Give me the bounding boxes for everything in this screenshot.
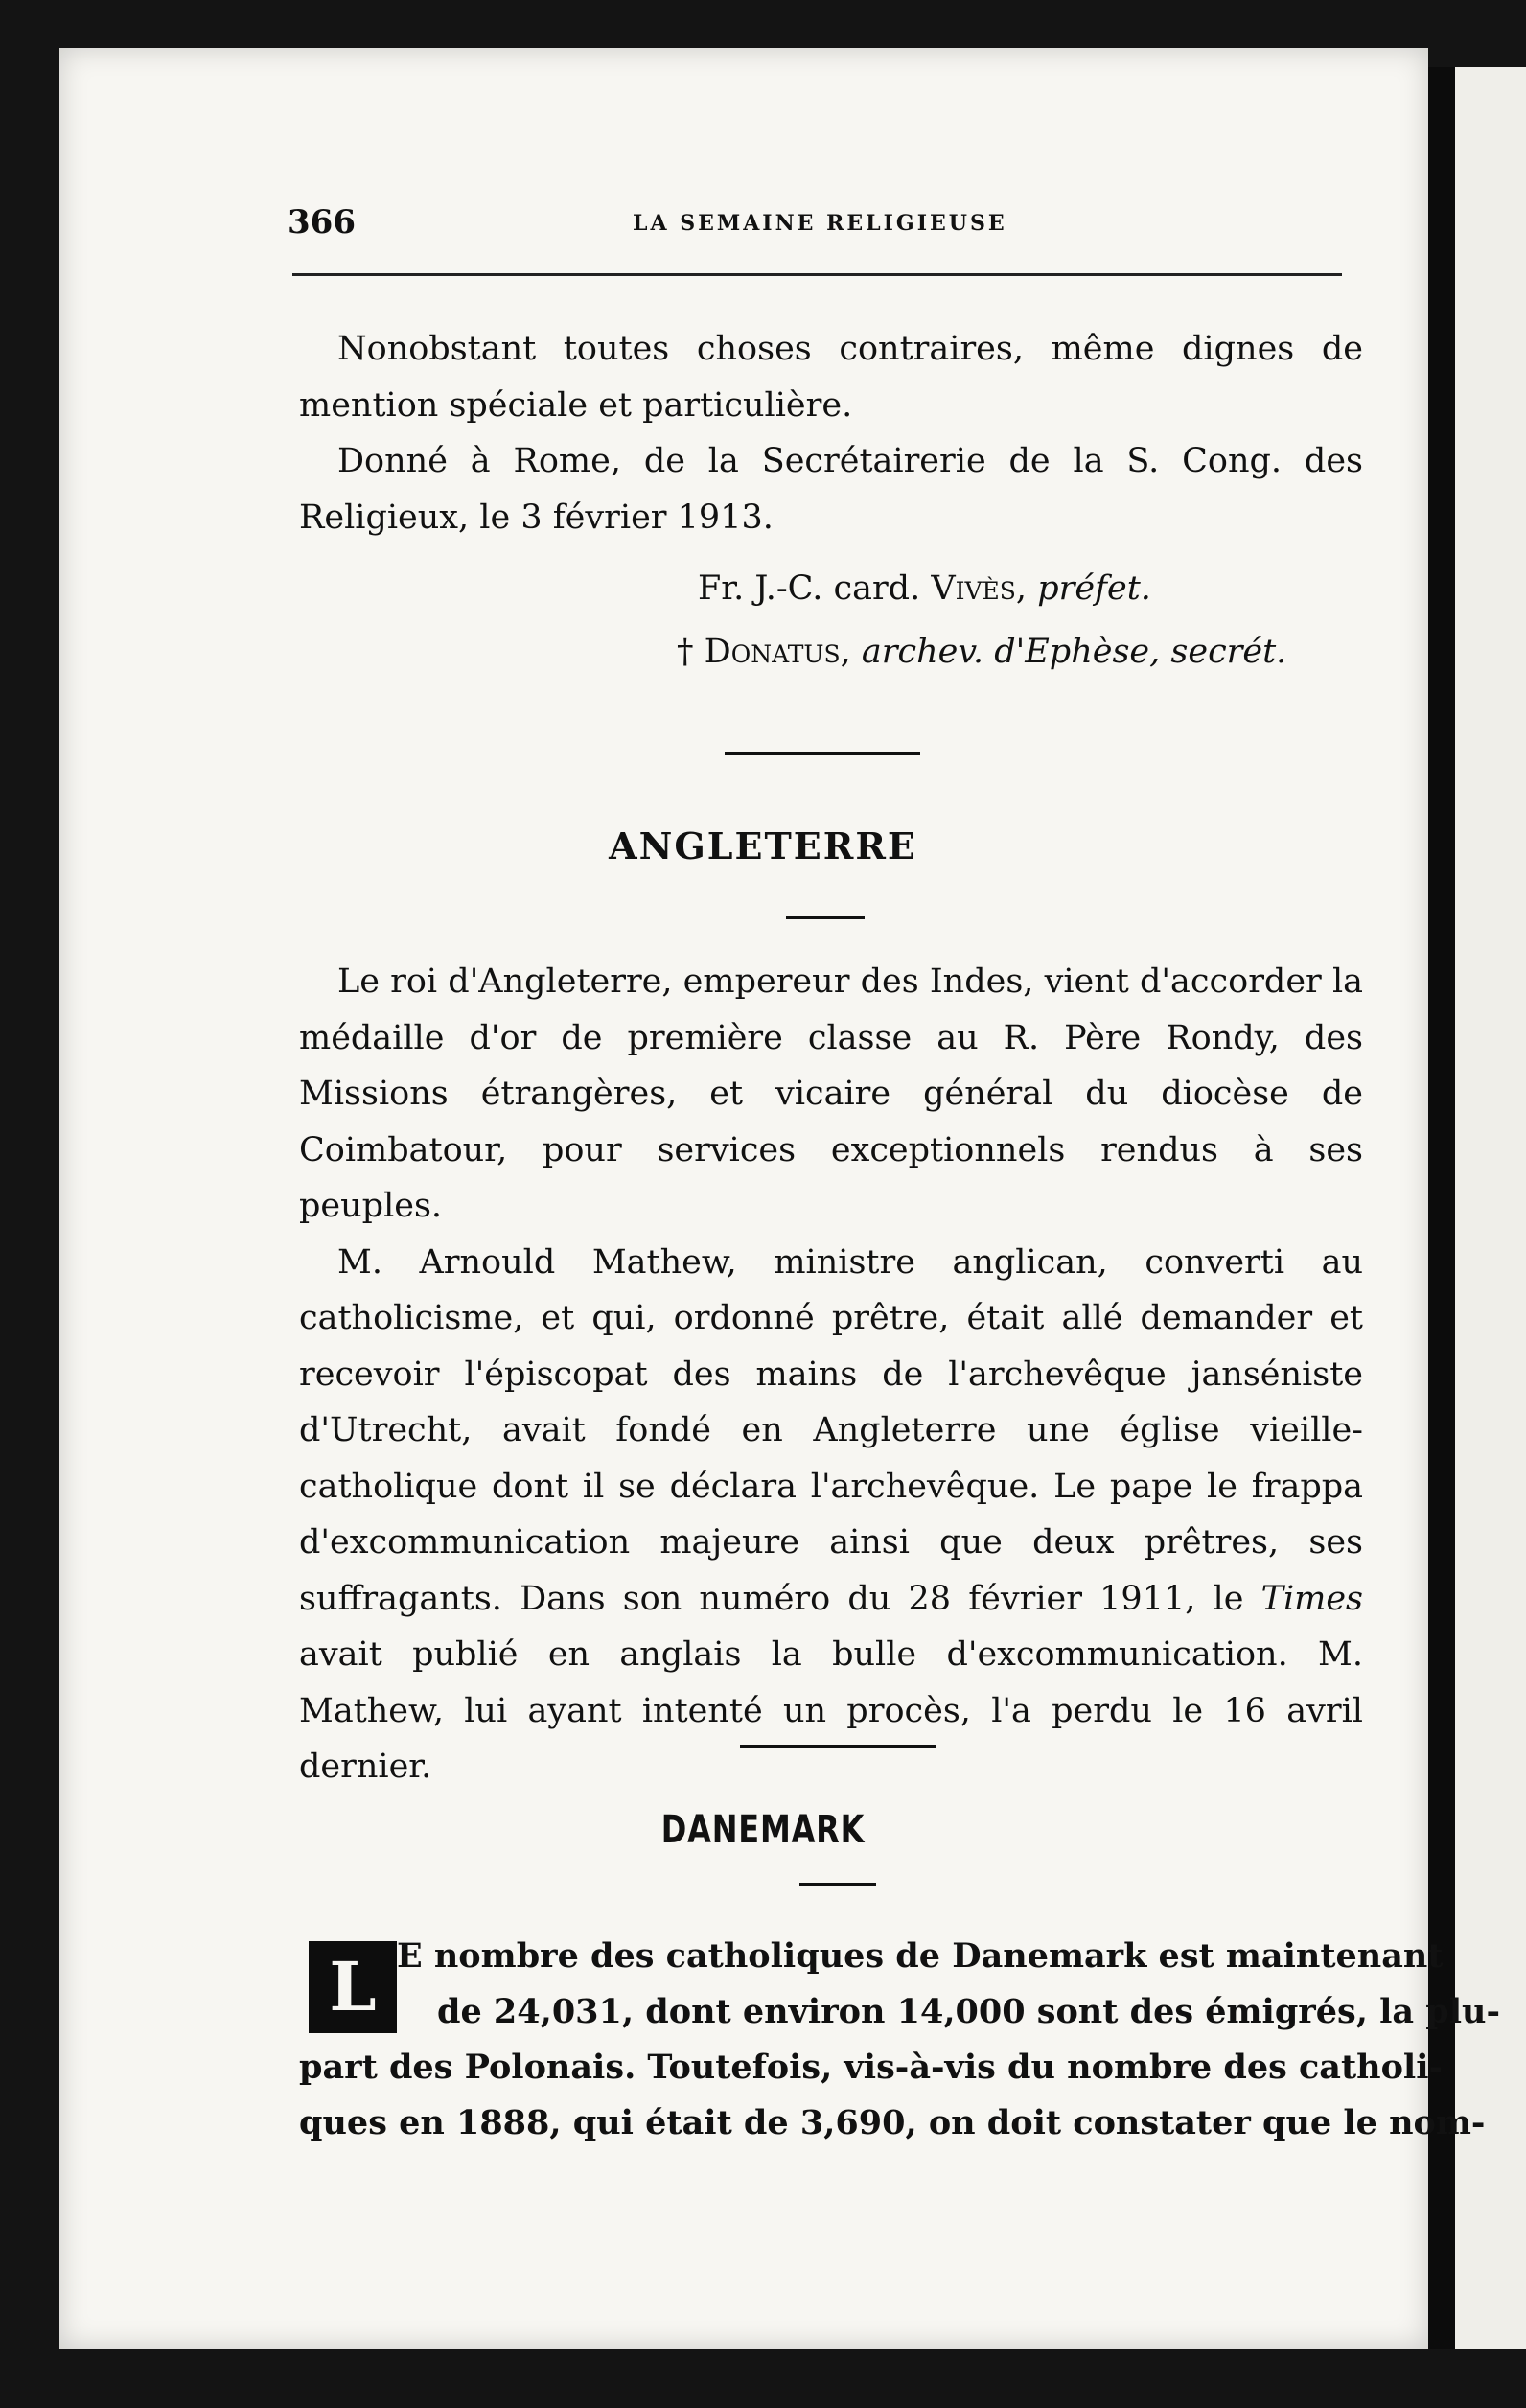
- signature-secretary: † Donatus, archev. d'Ephèse, secrét.: [677, 633, 1287, 671]
- danemark-line-1: E nombre des catholiques de Danemark est maintenant: [397, 1936, 1444, 1976]
- danemark-line-2: de 24,031, dont environ 14,000 sont des émigrés, la plu-: [437, 1992, 1500, 2031]
- angleterre-text: [299, 954, 1363, 1795]
- times-newspaper: Times: [1260, 1579, 1363, 1618]
- section-title-angleterre: ANGLETERRE: [609, 824, 917, 868]
- section-divider: [740, 1745, 936, 1748]
- signature-secretary-name: Donatus: [704, 633, 841, 671]
- signature-prefect-title: préfet.: [1037, 569, 1151, 608]
- running-title: LA SEMAINE RELIGIEUSE: [633, 211, 1007, 236]
- title-underline: [799, 1883, 876, 1886]
- page-number: 366: [288, 203, 356, 242]
- drop-cap: L: [309, 1941, 397, 2033]
- danemark-line-4: ques en 1888, qui était de 3,690, on doit constater que le nom-: [299, 2103, 1486, 2142]
- angleterre-p2-part1: M. Arnould Mathew, ministre anglican, converti au catholicisme, et qui, ordonné prêtre, était allé demander et recevoir l'épiscopat des mains de l'archevêque janséniste d'Utrecht, avait fondé en Angleterre une église vieille-catholique dont il se déclara l'archevêque. Le pape le frappa d'excommunication majeure ainsi que deux prêtres, ses suffragants. Dans son numéro du 28 février 1911, le: [299, 1242, 1363, 1618]
- angleterre-p2-part2: avait publié en anglais la bulle d'excommunication. M. Mathew, lui ayant intenté un procès, l'a perdu le 16 avril dernier.: [299, 1635, 1363, 1786]
- signature-prefect-prefix: Fr. J.-C. card.: [698, 569, 932, 608]
- header-rule: [292, 273, 1342, 276]
- section-title-danemark: DANEMARK: [660, 1808, 866, 1852]
- section-divider: [725, 752, 920, 755]
- signature-prefect: Fr. J.-C. card. Vivès, préfet.: [698, 569, 1151, 608]
- intro-paragraph-2: Donné à Rome, de la Secrétairerie de la S. Cong. des Religieux, le 3 février 1913.: [299, 442, 1363, 537]
- danemark-line-3: part des Polonais. Toutefois, vis-à-vis du nombre des catholi-: [299, 2048, 1444, 2087]
- signature-prefect-name: Vivès: [931, 569, 1016, 608]
- intro-paragraph-1: Nonobstant toutes choses contraires, même dignes de mention spéciale et particulière.: [299, 330, 1363, 425]
- page-header: [288, 203, 1342, 242]
- cross-symbol: †: [677, 633, 694, 671]
- title-underline: [786, 916, 865, 919]
- intro-text: [299, 321, 1363, 545]
- angleterre-paragraph-2: [299, 1235, 1363, 1795]
- angleterre-paragraph-1: Le roi d'Angleterre, empereur des Indes, vient d'accorder la médaille d'or de première classe au R. Père Rondy, des Missions étrangères, et vicaire général du diocèse de Coimbatour, pour services exceptionnels rendus à ses peuples.: [299, 962, 1363, 1225]
- signature-secretary-title: archev. d'Ephèse, secrét.: [861, 633, 1287, 671]
